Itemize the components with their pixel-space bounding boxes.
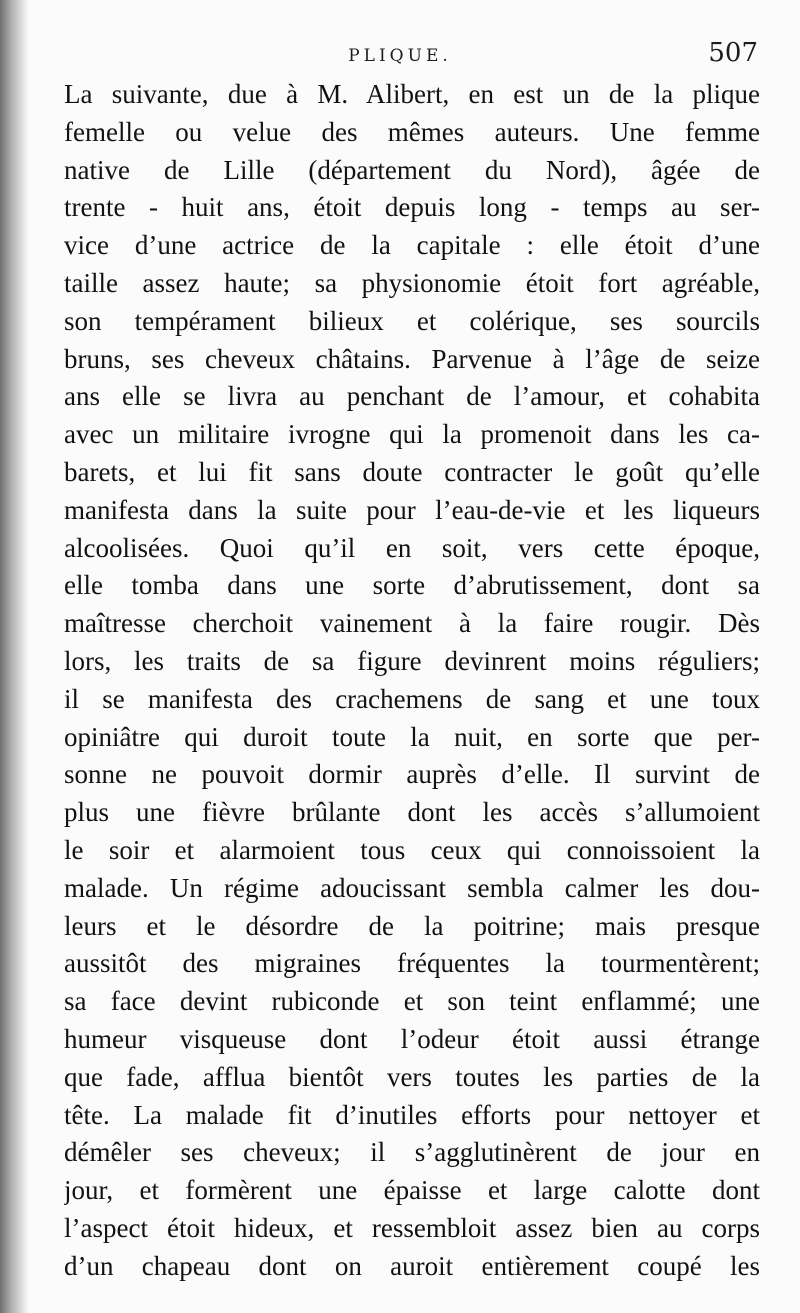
text-line: sa face devint rubiconde et son teint enflammé; une — [64, 986, 760, 1017]
text-line: avec un militaire ivrogne qui la promenoit dans les ca- — [64, 419, 760, 450]
page-gutter-shadow — [0, 0, 28, 1313]
text-line: maîtresse cherchoit vainement à la faire rougir. Dès — [64, 608, 760, 639]
text-line: que fade, afflua bientôt vers toutes les parties de la — [64, 1061, 760, 1092]
text-line: vice d’une actrice de la capitale : elle étoit d’une — [64, 230, 760, 261]
text-line: démêler ses cheveux; il s’agglutinèrent de jour en — [64, 1137, 760, 1168]
text-line: femelle ou velue des mêmes auteurs. Une femme — [64, 116, 760, 147]
text-line: l’aspect étoit hideux, et ressembloit assez bien au corps — [64, 1212, 760, 1243]
text-line: il se manifesta des crachemens de sang et une toux — [64, 683, 760, 714]
text-line: elle tomba dans une sorte d’abrutissement, dont sa — [64, 570, 760, 601]
text-line: taille assez haute; sa physionomie étoit fort agréable, — [64, 267, 760, 298]
text-line: ans elle se livra au penchant de l’amour, et cohabita — [64, 381, 760, 412]
text-line: aussitôt des migraines fréquentes la tourmentèrent; — [64, 948, 760, 979]
text-line: manifesta dans la suite pour l’eau-de-vie et les liqueurs — [64, 494, 760, 525]
text-line: le soir et alarmoient tous ceux qui connoissoient la — [64, 834, 760, 865]
text-line: barets, et lui fit sans doute contracter le goût qu’elle — [64, 456, 760, 487]
body-text — [64, 76, 760, 1286]
text-line: sonne ne pouvoit dormir auprès d’elle. Il survint de — [64, 759, 760, 790]
text-line: humeur visqueuse dont l’odeur étoit aussi étrange — [64, 1023, 760, 1054]
text-line: lors, les traits de sa figure devinrent moins réguliers; — [64, 645, 760, 676]
page-number: 507 — [708, 38, 758, 68]
text-line: son tempérament bilieux et colérique, ses sourcils — [64, 305, 760, 336]
text-line: tête. La malade fit d’inutiles efforts pour nettoyer et — [64, 1099, 760, 1130]
text-line: alcoolisées. Quoi qu’il en soit, vers cette époque, — [64, 532, 760, 563]
text-line: d’un chapeau dont on auroit entièrement coupé les — [64, 1250, 760, 1281]
text-line: malade. Un régime adoucissant sembla calmer les dou- — [64, 872, 760, 903]
text-line: opiniâtre qui duroit toute la nuit, en sorte que per- — [64, 721, 760, 752]
running-head: PLIQUE. — [348, 46, 452, 66]
text-line: trente - huit ans, étoit depuis long - temps au ser- — [64, 192, 760, 223]
text-line: La suivante, due à M. Alibert, en est un de la plique — [64, 79, 760, 109]
text-line: leurs et le désordre de la poitrine; mais presque — [64, 910, 760, 941]
text-line: plus une fièvre brûlante dont les accès s’allumoient — [64, 797, 760, 828]
text-line: bruns, ses cheveux châtains. Parvenue à l’âge de seize — [64, 343, 760, 374]
text-line: native de Lille (département du Nord), âgée de — [64, 154, 760, 185]
text-line: jour, et formèrent une épaisse et large calotte dont — [64, 1175, 760, 1206]
